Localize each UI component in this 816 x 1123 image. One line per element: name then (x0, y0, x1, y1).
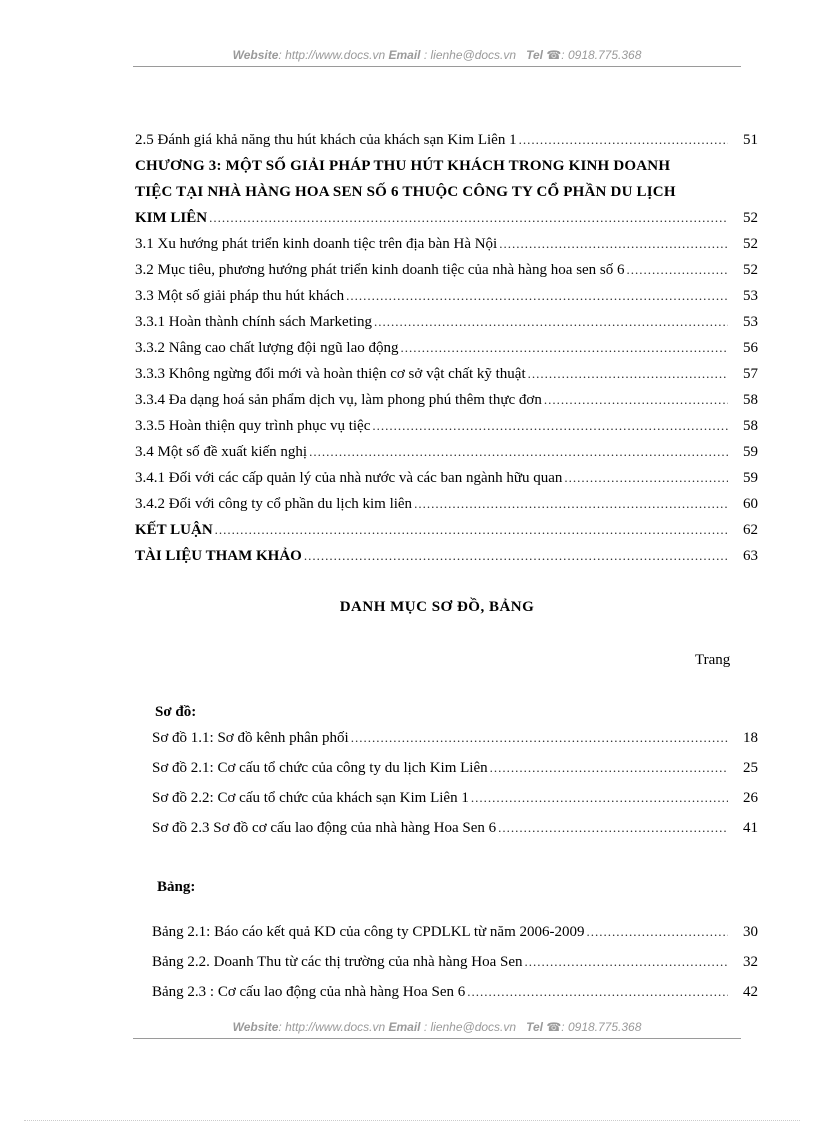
toc-row-3-2[interactable]: 3.2 Mục tiêu, phương hướng phát triển kinh doanh tiệc của nhà hàng hoa sen số 6 ..... 52 (135, 262, 758, 284)
toc-row-references[interactable]: TÀI LIỆU THAM KHẢO ..... 63 (135, 548, 758, 570)
toc-row-3-3-2[interactable]: 3.3.2 Nâng cao chất lượng đội ngũ lao động ..... 56 (135, 340, 758, 362)
toc-row-conclusion[interactable]: KẾT LUẬN ..... 62 (135, 522, 758, 544)
footer-email-label: Email (388, 1020, 421, 1034)
footer-website-label: Website (232, 1020, 279, 1034)
table-row-2-2[interactable]: Bảng 2.2. Doanh Thu từ các thị trường của nhà hàng Hoa Sen ..... 32 (152, 954, 758, 976)
diagrams-heading: Sơ đồ: (155, 704, 197, 720)
toc-row-3-3-4[interactable]: 3.3.4 Đa dạng hoá sản phẩm dịch vụ, làm phong phú thêm thực đơn ..... 58 (135, 392, 758, 414)
table-row-2-3[interactable]: Bảng 2.3 : Cơ cấu lao động của nhà hàng Hoa Sen 6 ..... 42 (152, 984, 758, 1006)
tel-value: : 0918.775.368 (561, 48, 642, 62)
email-value[interactable]: : lienhe@docs.vn (420, 48, 517, 62)
toc-row-3-1[interactable]: 3.1 Xu hướng phát triển kinh doanh tiệc trên địa bàn Hà Nội ..... 52 (135, 236, 758, 258)
page-column-label: Trang (695, 652, 731, 668)
toc-row-3-3-1[interactable]: 3.3.1 Hoàn thành chính sách Marketing ..... 53 (135, 314, 758, 336)
list-of-figures-title: DANH MỤC SƠ ĐỒ, BẢNG (339, 599, 535, 615)
page-header (133, 48, 741, 62)
chapter3-title-line1[interactable]: CHƯƠNG 3: MỘT SỐ GIẢI PHÁP THU HÚT KHÁCH TRONG KINH DOANH (135, 158, 671, 174)
email-label: Email (388, 48, 421, 62)
phone-icon: ☎ (546, 1020, 562, 1034)
table-row-2-1[interactable]: Bảng 2.1: Báo cáo kết quả KD của công ty CPDLKL từ năm 2006-2009 ..... 30 (152, 924, 758, 946)
header-rule (133, 66, 741, 67)
footer-email-value[interactable]: : lienhe@docs.vn (420, 1020, 517, 1034)
chapter3-title-line2[interactable]: TIỆC TẠI NHÀ HÀNG HOA SEN SỐ 6 THUỘC CÔNG TY CỔ PHẦN DU LỊCH (135, 184, 676, 200)
diagram-row-2-3[interactable]: Sơ đồ 2.3 Sơ đồ cơ cấu lao động của nhà hàng Hoa Sen 6 ..... 41 (152, 820, 758, 842)
toc-row-chapter3[interactable]: KIM LIÊN ..... 52 (135, 210, 758, 232)
diagram-row-2-1[interactable]: Sơ đồ 2.1: Cơ cấu tổ chức của công ty du lịch Kim Liên ..... 25 (152, 760, 758, 782)
page-edge-divider (24, 1120, 800, 1121)
tables-heading: Bảng: (157, 879, 196, 895)
diagram-row-1-1[interactable]: Sơ đồ 1.1: Sơ đồ kênh phân phối ..... 18 (152, 730, 758, 752)
tel-label: Tel (526, 48, 543, 62)
phone-icon: ☎ (546, 48, 562, 62)
toc-row-3-4-1[interactable]: 3.4.1 Đối với các cấp quản lý của nhà nước và các ban ngành hữu quan ..... 59 (135, 470, 758, 492)
footer-rule (133, 1038, 741, 1039)
toc-row-2-5[interactable]: 2.5 Đánh giá khả năng thu hút khách của khách sạn Kim Liên 1 ..... 51 (135, 132, 758, 154)
website-label: Website (232, 48, 279, 62)
toc-row-3-4-2[interactable]: 3.4.2 Đối với công ty cổ phần du lịch kim liên ..... 60 (135, 496, 758, 518)
toc-row-3-3[interactable]: 3.3 Một số giải pháp thu hút khách ..... 53 (135, 288, 758, 310)
toc-row-3-3-3[interactable]: 3.3.3 Không ngừng đổi mới và hoàn thiện cơ sở vật chất kỹ thuật ..... 57 (135, 366, 758, 388)
footer-tel-value: : 0918.775.368 (561, 1020, 642, 1034)
footer-website-value[interactable]: : http://www.docs.vn (278, 1020, 386, 1034)
page-footer (133, 1020, 741, 1034)
toc-row-3-4[interactable]: 3.4 Một số đề xuất kiến nghị ..... 59 (135, 444, 758, 466)
website-value[interactable]: : http://www.docs.vn (278, 48, 386, 62)
footer-tel-label: Tel (526, 1020, 543, 1034)
diagram-row-2-2[interactable]: Sơ đồ 2.2: Cơ cấu tổ chức của khách sạn Kim Liên 1 ..... 26 (152, 790, 758, 812)
toc-row-3-3-5[interactable]: 3.3.5 Hoàn thiện quy trình phục vụ tiệc ..... 58 (135, 418, 758, 440)
